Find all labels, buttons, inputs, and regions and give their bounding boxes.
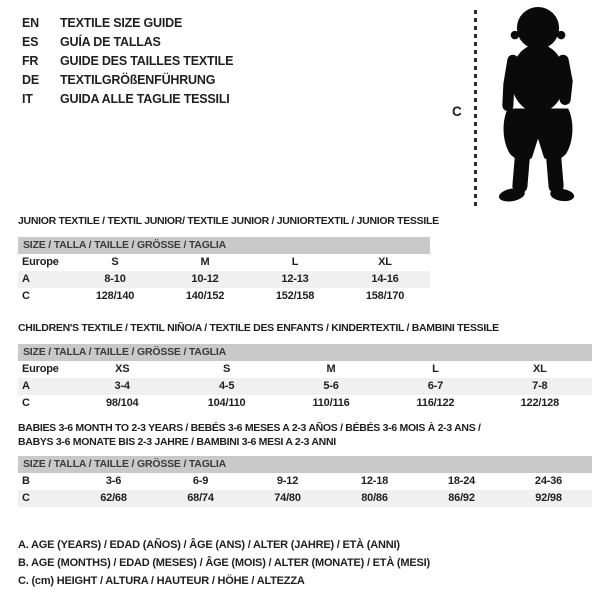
- language-code: DE: [22, 73, 39, 87]
- size-value-cell: 62/68: [100, 492, 127, 504]
- footnote: C. (cm) HEIGHT / ALTURA / HAUTEUR / HÖHE / ALTEZZA: [18, 575, 305, 587]
- table-row: [18, 361, 592, 378]
- language-name: GUÍA DE TALLAS: [60, 35, 161, 49]
- table-row: [18, 271, 430, 288]
- table-title-line: CHILDREN'S TEXTILE / TEXTIL NIÑO/A / TEXTILE DES ENFANTS / KINDERTEXTIL / BAMBINI TESSILE: [18, 322, 499, 334]
- table-title: [18, 214, 439, 228]
- size-header-bar: SIZE / TALLA / TAILLE / GRÖSSE / TAGLIA: [18, 344, 592, 361]
- size-value-cell: L: [291, 256, 299, 268]
- baby-silhouette-icon: [486, 6, 590, 207]
- junior-size-table: [18, 214, 439, 305]
- row-label-cell: Europe: [22, 363, 59, 375]
- size-value-cell: L: [432, 363, 439, 375]
- babies-size-table: [18, 421, 592, 507]
- size-value-cell: XL: [533, 363, 547, 375]
- size-value-cell: 14-16: [371, 273, 399, 285]
- size-value-cell: 80/86: [361, 492, 388, 504]
- size-value-cell: 68/74: [187, 492, 214, 504]
- size-value-cell: S: [223, 363, 231, 375]
- size-value-cell: 6-7: [427, 380, 444, 392]
- table-title-line: BABYS 3-6 MONATE BIS 2-3 JAHRE / BAMBINI 3-6 MESI A 2-3 ANNI: [18, 436, 336, 448]
- row-label-cell: B: [22, 475, 30, 487]
- language-name: GUIDA ALLE TAGLIE TESSILI: [60, 92, 230, 106]
- size-value-cell: 10-12: [191, 273, 219, 285]
- size-value-cell: 24-36: [534, 475, 563, 487]
- size-header-bar: SIZE / TALLA / TAILLE / GRÖSSE / TAGLIA: [18, 456, 592, 473]
- language-code: FR: [22, 54, 39, 68]
- size-value-cell: 4-5: [218, 380, 235, 392]
- size-value-cell: 92/98: [535, 492, 562, 504]
- language-row: [22, 14, 233, 33]
- language-name: TEXTILE SIZE GUIDE: [60, 16, 183, 30]
- size-value-cell: M: [200, 256, 210, 268]
- row-label-cell: A: [22, 380, 30, 392]
- language-row: [22, 33, 233, 52]
- size-value-cell: 140/152: [185, 290, 225, 302]
- language-row: [22, 90, 233, 109]
- table-title: [18, 321, 592, 335]
- language-code: ES: [22, 35, 39, 49]
- footnote: B. AGE (MONTHS) / EDAD (MESES) / ÂGE (MOIS) / ALTER (MONATE) / ETÀ (MESI): [18, 557, 430, 569]
- table-row: [18, 288, 430, 305]
- size-value-cell: 110/116: [312, 397, 350, 409]
- table-row: [18, 473, 592, 490]
- size-value-cell: 152/158: [275, 290, 315, 302]
- table-title: [18, 421, 592, 449]
- language-code: IT: [22, 92, 33, 106]
- row-label-cell: C: [22, 290, 30, 302]
- row-label-cell: Europe: [22, 256, 59, 268]
- row-label-cell: C: [22, 397, 30, 409]
- size-value-cell: S: [111, 256, 119, 268]
- language-name: TEXTILGRÖßENFÜHRUNG: [60, 73, 216, 87]
- size-value-cell: 3-4: [114, 380, 130, 392]
- size-value-cell: 6-9: [192, 475, 209, 487]
- size-value-cell: 5-6: [323, 380, 339, 392]
- table-row: [18, 378, 592, 395]
- row-label-cell: A: [22, 273, 30, 285]
- size-value-cell: 158/170: [365, 290, 405, 302]
- table-title-line: JUNIOR TEXTILE / TEXTIL JUNIOR/ TEXTILE JUNIOR / JUNIORTEXTIL / JUNIOR TESSILE: [18, 215, 439, 227]
- language-row: [22, 71, 233, 90]
- size-value-cell: 7-8: [532, 380, 548, 392]
- language-code: EN: [22, 16, 39, 30]
- table-title-line: BABIES 3-6 MONTH TO 2-3 YEARS / BEBÉS 3-6 MESES A 2-3 AÑOS / BÉBÉS 3-6 MOIS À 2-3 ANS /: [18, 422, 481, 434]
- table-row: [18, 490, 592, 507]
- size-value-cell: 86/92: [448, 492, 475, 504]
- size-value-cell: 18-24: [447, 475, 476, 487]
- table-row: [18, 395, 592, 412]
- table-row: [18, 254, 430, 271]
- size-value-cell: 104/110: [207, 397, 246, 409]
- language-name: GUIDE DES TAILLES TEXTILE: [60, 54, 234, 68]
- size-value-cell: 116/122: [416, 397, 455, 409]
- row-label-cell: C: [22, 492, 30, 504]
- children-size-table: [18, 321, 592, 412]
- height-measure-label-c: C: [452, 104, 462, 119]
- size-value-cell: 9-12: [276, 475, 299, 487]
- footnote: A. AGE (YEARS) / EDAD (AÑOS) / ÂGE (ANS) / ALTER (JAHRE) / ETÀ (ANNI): [18, 539, 400, 551]
- size-header-bar: SIZE / TALLA / TAILLE / GRÖSSE / TAGLIA: [18, 237, 430, 254]
- size-value-cell: XL: [378, 256, 392, 268]
- language-list: [22, 14, 233, 109]
- language-row: [22, 52, 233, 71]
- footnotes: [18, 536, 430, 590]
- size-value-cell: 8-10: [104, 273, 126, 285]
- size-value-cell: 12-13: [281, 273, 309, 285]
- size-value-cell: 74/80: [274, 492, 301, 504]
- size-value-cell: XS: [115, 363, 130, 375]
- size-value-cell: 128/140: [95, 290, 135, 302]
- size-value-cell: 12-18: [360, 475, 389, 487]
- size-value-cell: 98/104: [105, 397, 139, 409]
- size-value-cell: M: [326, 363, 336, 375]
- size-value-cell: 122/128: [520, 397, 560, 409]
- size-value-cell: 3-6: [105, 475, 122, 487]
- height-measure-dashed-line: [474, 10, 477, 208]
